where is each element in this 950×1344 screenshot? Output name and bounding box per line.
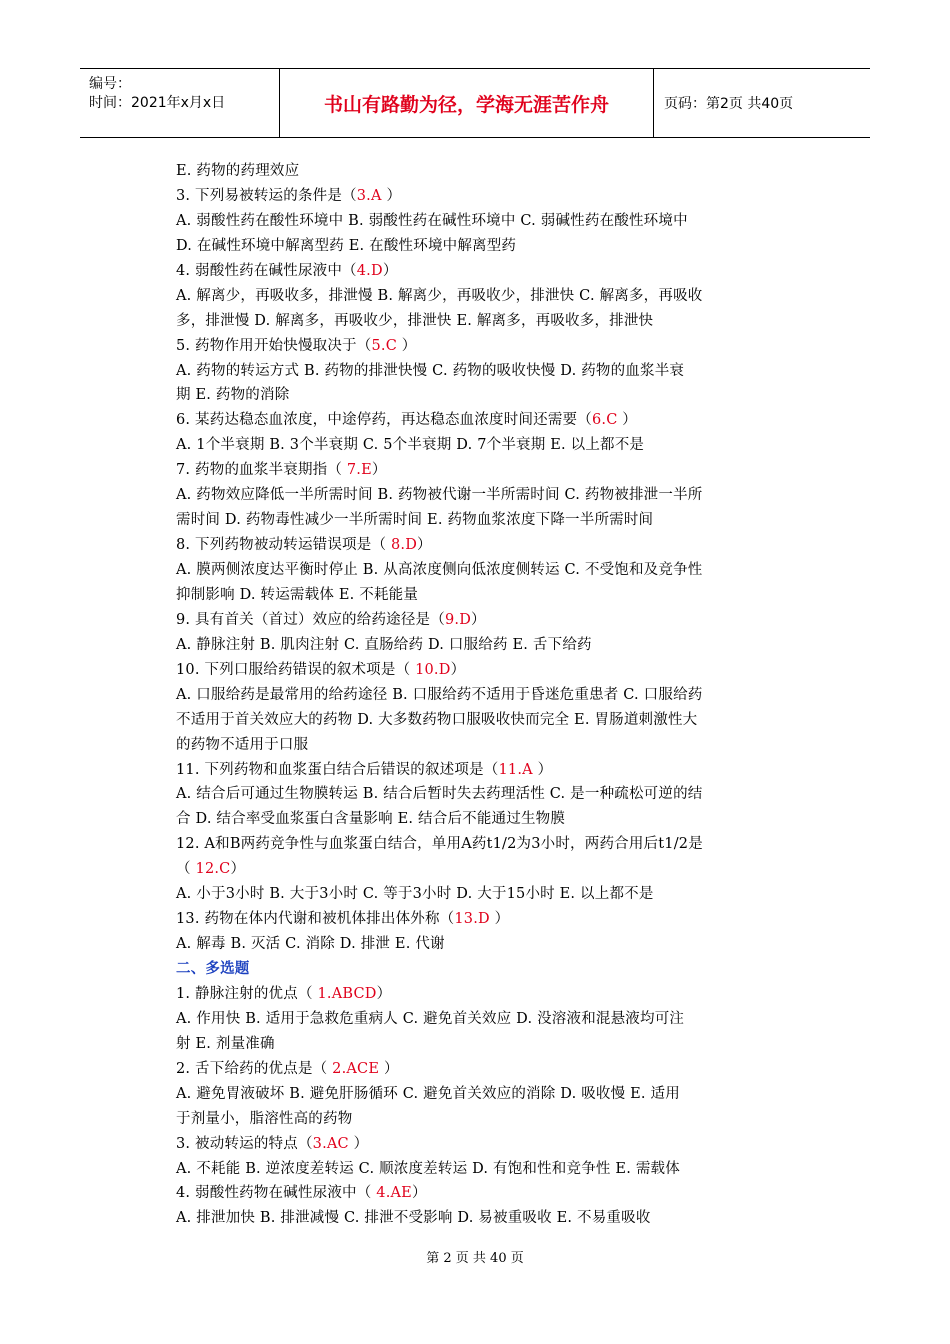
- text-line: [176, 159, 816, 184]
- text-line: [176, 907, 816, 932]
- line-text: A. 排泄加快 B. 排泄减慢 C. 排泄不受影响 D. 易被重吸收 E. 不易重吸收: [176, 1210, 651, 1227]
- line-suffix: ）: [396, 337, 417, 354]
- line-text: A. 药物的转运方式 B. 药物的排泄快慢 C. 药物的吸收快慢 D. 药物的血浆半衰: [176, 362, 685, 379]
- line-text: （: [176, 861, 196, 878]
- page-footer: 第 2 页 共 40 页: [426, 1251, 524, 1266]
- line-text: 2. 舌下给药的优点是（: [176, 1060, 333, 1077]
- text-line: [176, 932, 816, 957]
- line-suffix: ）: [381, 187, 402, 204]
- text-line: [176, 234, 816, 259]
- text-line: [176, 807, 816, 832]
- line-suffix: ）: [411, 1185, 427, 1202]
- line-text: 不适用于首关效应大的药物 D. 大多数药物口服吸收快而完全 E. 胃肠道刺激性大: [176, 711, 698, 728]
- text-line: [176, 1082, 816, 1107]
- text-line: [176, 508, 816, 533]
- line-text: 射 E. 剂量准确: [176, 1035, 275, 1052]
- line-text: 10. 下列口服给药错误的叙术项是（: [176, 661, 416, 678]
- header-motto: 书山有路勤为径，学海无涯苦作舟: [280, 69, 654, 137]
- line-text: 9. 具有首关（首过）效应的给药途径是（: [176, 611, 445, 628]
- text-line: [176, 583, 816, 608]
- text-line: [176, 383, 816, 408]
- text-line: [176, 458, 816, 483]
- line-text: 期 E. 药物的消除: [176, 387, 290, 404]
- text-line: [176, 259, 816, 284]
- text-line: [176, 558, 816, 583]
- line-text: 1. 静脉注射的优点（: [176, 985, 318, 1002]
- text-line: [176, 683, 816, 708]
- line-text: A. 弱酸性药在酸性环境中 B. 弱酸性药在碱性环境中 C. 弱碱性药在酸性环境中: [176, 212, 688, 229]
- text-line: [176, 1181, 816, 1206]
- line-text: 5. 药物作用开始快慢取决于（: [176, 337, 372, 354]
- section-heading: [176, 957, 816, 982]
- text-line: [176, 832, 816, 857]
- answer-key: 7.E: [346, 462, 372, 479]
- answer-key: 6.C: [591, 412, 618, 429]
- line-text: A. 口服给药是最常用的给药途径 B. 口服给药不适用于昏迷危重患者 C. 口服给药: [176, 686, 703, 703]
- line-suffix: ）: [450, 661, 466, 678]
- line-text: A. 小于3小时 B. 大于3小时 C. 等于3小时 D. 大于15小时 E. 以上都不是: [176, 886, 654, 903]
- answer-key: 12.C: [195, 861, 231, 878]
- text-line: [176, 982, 816, 1007]
- line-text: 4. 弱酸性药物在碱性尿液中（: [176, 1185, 377, 1202]
- line-text: 需时间 D. 药物毒性减少一半所需时间 E. 药物血浆浓度下降一半所需时间: [176, 512, 654, 529]
- text-line: [176, 209, 816, 234]
- line-text: 13. 药物在体内代谢和被机体排出体外称（: [176, 911, 455, 928]
- line-text: A. 1个半衰期 B. 3个半衰期 C. 5个半衰期 D. 7个半衰期 E. 以上都不是: [176, 437, 645, 454]
- line-suffix: ）: [348, 1135, 369, 1152]
- text-line: [176, 533, 816, 558]
- line-text: A. 静脉注射 B. 肌肉注射 C. 直肠给药 D. 口服给药 E. 舌下给药: [176, 636, 592, 653]
- line-text: A. 作用快 B. 适用于急救危重病人 C. 避免首关效应 D. 没溶液和混悬液均可注: [176, 1010, 685, 1027]
- text-line: [176, 309, 816, 334]
- page-header: [80, 68, 870, 138]
- line-text: 多，排泄慢 D. 解离多，再吸收少，排泄快 E. 解离多，再吸收多，排泄快: [176, 312, 654, 329]
- text-line: [176, 1007, 816, 1032]
- line-text: A. 不耗能 B. 逆浓度差转运 C. 顺浓度差转运 D. 有饱和性和竞争性 E. 需载体: [176, 1160, 680, 1177]
- text-line: [176, 284, 816, 309]
- line-text: 二、多选题: [176, 961, 250, 977]
- text-line: [176, 857, 816, 882]
- line-suffix: ）: [471, 611, 486, 628]
- text-line: [176, 658, 816, 683]
- line-text: 8. 下列药物被动转运错误项是（: [176, 537, 391, 554]
- line-text: 合 D. 结合率受血浆蛋白含量影响 E. 结合后不能通过生物膜: [176, 811, 566, 828]
- line-text: 3. 被动转运的特点（: [176, 1135, 313, 1152]
- text-line: [176, 1132, 816, 1157]
- answer-key: 9.D: [444, 611, 472, 628]
- text-line: [176, 184, 816, 209]
- text-line: [176, 633, 816, 658]
- line-suffix: ）: [382, 262, 398, 279]
- line-text: A. 解毒 B. 灭活 C. 消除 D. 排泄 E. 代谢: [176, 936, 445, 953]
- line-text: 6. 某药达稳态血浓度，中途停药，再达稳态血浓度时间还需要（: [176, 412, 592, 429]
- header-meta: [80, 69, 280, 137]
- date-label: 时间：2021年x月x日: [89, 95, 226, 111]
- text-line: [176, 1107, 816, 1132]
- line-text: 12. A和B两药竞争性与血浆蛋白结合，单用A药t1/2为3小时，两药合用后t1/2是: [176, 836, 703, 853]
- line-text: D. 在碱性环境中解离型药 E. 在酸性环境中解离型药: [176, 237, 517, 254]
- answer-key: 3.AC: [312, 1135, 349, 1152]
- text-line: [176, 1032, 816, 1057]
- answer-key: 13.D: [454, 911, 490, 928]
- line-text: 于剂量小，脂溶性高的药物: [176, 1110, 353, 1127]
- text-line: [176, 708, 816, 733]
- text-line: [176, 483, 816, 508]
- line-text: 的药物不适用于口服: [176, 736, 309, 753]
- line-suffix: ）: [417, 537, 432, 554]
- text-line: [176, 334, 816, 359]
- text-line: [176, 433, 816, 458]
- line-text: A. 药物效应降低一半所需时间 B. 药物被代谢一半所需时间 C. 药物被排泄一半所: [176, 487, 703, 504]
- line-text: A. 避免胃液破坏 B. 避免肝肠循环 C. 避免首关效应的消除 D. 吸收慢 E. 适用: [176, 1085, 680, 1102]
- line-suffix: ）: [532, 761, 553, 778]
- line-suffix: ）: [371, 462, 387, 479]
- text-line: [176, 1157, 816, 1182]
- text-line: [176, 408, 816, 433]
- line-text: A. 结合后可通过生物膜转运 B. 结合后暂时失去药理活性 C. 是一种疏松可逆的结: [176, 786, 703, 803]
- text-line: [176, 882, 816, 907]
- header-page-info: 页码：第2页 共40页: [664, 96, 794, 112]
- line-suffix: ）: [489, 911, 510, 928]
- line-suffix: ）: [617, 412, 637, 429]
- answer-key: 8.D: [390, 537, 418, 554]
- answer-key: 4.AE: [376, 1185, 412, 1202]
- answer-key: 11.A: [498, 761, 533, 778]
- answer-key: 2.ACE: [332, 1060, 380, 1077]
- line-text: 11. 下列药物和血浆蛋白结合后错误的叙述项是（: [176, 761, 499, 778]
- answer-key: 10.D: [415, 661, 451, 678]
- answer-key: 1.ABCD: [317, 985, 377, 1002]
- line-text: 4. 弱酸性药在碱性尿液中（: [176, 262, 357, 279]
- text-line: [176, 1206, 816, 1231]
- text-line: [176, 608, 816, 633]
- answer-key: 4.D: [356, 262, 383, 279]
- text-line: [176, 1057, 816, 1082]
- line-suffix: ）: [376, 985, 392, 1002]
- text-line: [176, 758, 816, 783]
- line-suffix: ）: [230, 861, 246, 878]
- line-text: 3. 下列易被转运的条件是（: [176, 187, 357, 204]
- answer-key: 5.C: [371, 337, 397, 354]
- line-suffix: ）: [379, 1060, 399, 1077]
- line-text: A. 膜两侧浓度达平衡时停止 B. 从高浓度侧向低浓度侧转运 C. 不受饱和及竞争性: [176, 562, 703, 578]
- line-text: 7. 药物的血浆半衰期指（: [176, 462, 347, 479]
- line-text: E. 药物的药理效应: [176, 163, 300, 179]
- text-line: [176, 359, 816, 384]
- document-body: [176, 159, 816, 1231]
- line-text: A. 解离少，再吸收多，排泄慢 B. 解离少，再吸收少，排泄快 C. 解离多，再吸收: [176, 287, 703, 304]
- text-line: [176, 733, 816, 758]
- line-text: 抑制影响 D. 转运需载体 E. 不耗能量: [176, 586, 419, 603]
- text-line: [176, 782, 816, 807]
- number-label: 编号：: [89, 76, 131, 92]
- answer-key: 3.A: [356, 187, 382, 204]
